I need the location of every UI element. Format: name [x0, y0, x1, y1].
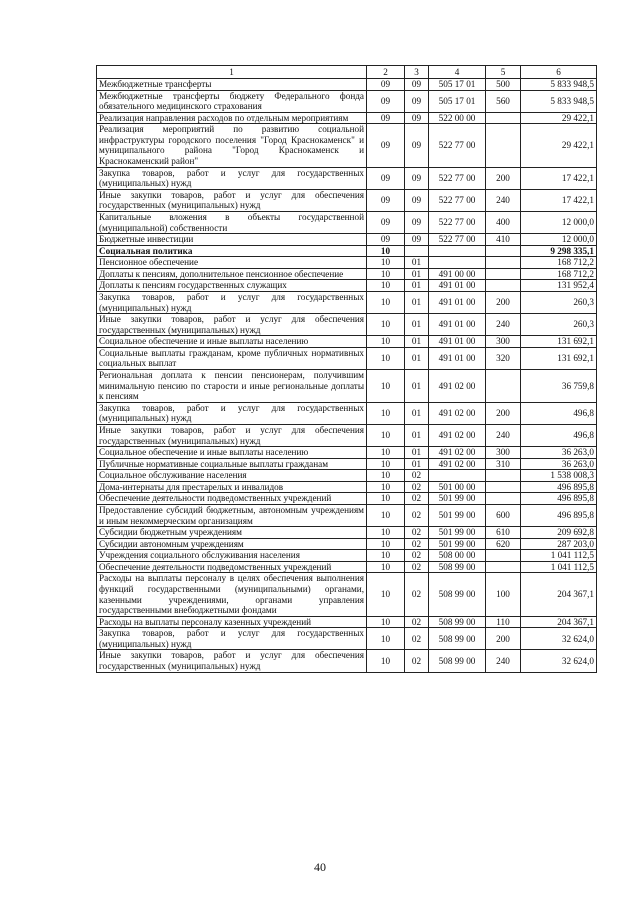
section-code-cell: 10 [367, 402, 405, 424]
target-article-cell: 491 01 00 [429, 347, 486, 369]
table-row [97, 470, 597, 482]
expense-type-cell: 100 [486, 573, 521, 616]
table-row [97, 650, 597, 672]
expense-type-cell: 200 [486, 402, 521, 424]
section-code-cell: 10 [367, 268, 405, 280]
section-code-cell: 10 [367, 458, 405, 470]
table-row [97, 79, 597, 91]
amount-cell: 496 895,8 [521, 504, 597, 526]
amount-cell: 9 298 335,1 [521, 245, 597, 257]
expense-name-cell: Закупка товаров, работ и услуг для государственных (муниципальных) нужд [97, 628, 367, 650]
target-article-cell [429, 245, 486, 257]
table-row [97, 538, 597, 550]
expense-type-cell: 320 [486, 347, 521, 369]
subsection-code-cell: 02 [405, 504, 429, 526]
amount-cell: 32 624,0 [521, 628, 597, 650]
expense-type-cell: 200 [486, 167, 521, 189]
expense-type-cell: 240 [486, 650, 521, 672]
expense-name-cell: Обеспечение деятельности подведомственных учреждений [97, 493, 367, 505]
column-header: 2 [367, 66, 405, 79]
target-article-cell: 522 77 00 [429, 234, 486, 246]
expense-type-cell: 300 [486, 336, 521, 348]
subsection-code-cell: 02 [405, 481, 429, 493]
section-code-cell: 10 [367, 628, 405, 650]
target-article-cell: 491 02 00 [429, 370, 486, 403]
expense-type-cell: 500 [486, 79, 521, 91]
table-row [97, 447, 597, 459]
expense-type-cell: 310 [486, 458, 521, 470]
expense-type-cell [486, 280, 521, 292]
target-article-cell: 508 99 00 [429, 573, 486, 616]
subsection-code-cell: 01 [405, 280, 429, 292]
target-article-cell: 505 17 01 [429, 90, 486, 112]
target-article-cell: 491 02 00 [429, 402, 486, 424]
expense-name-cell: Бюджетные инвестиции [97, 234, 367, 246]
subsection-code-cell: 02 [405, 550, 429, 562]
section-code-cell: 09 [367, 167, 405, 189]
subsection-code-cell: 01 [405, 314, 429, 336]
table-body [97, 79, 597, 673]
subsection-code-cell: 01 [405, 268, 429, 280]
amount-cell: 17 422,1 [521, 189, 597, 211]
expense-name-cell: Социальная политика [97, 245, 367, 257]
expense-name-cell: Социальное обеспечение и иные выплаты населению [97, 336, 367, 348]
section-code-cell: 10 [367, 291, 405, 313]
target-article-cell: 491 01 00 [429, 314, 486, 336]
expense-type-cell: 110 [486, 616, 521, 628]
section-code-cell: 10 [367, 493, 405, 505]
subsection-code-cell: 02 [405, 573, 429, 616]
subsection-code-cell: 02 [405, 538, 429, 550]
amount-cell: 17 422,1 [521, 167, 597, 189]
section-code-cell: 10 [367, 527, 405, 539]
table-row [97, 347, 597, 369]
expense-name-cell: Публичные нормативные социальные выплаты гражданам [97, 458, 367, 470]
target-article-cell: 491 02 00 [429, 424, 486, 446]
subsection-code-cell: 02 [405, 527, 429, 539]
table-row [97, 493, 597, 505]
expense-name-cell: Учреждения социального обслуживания населения [97, 550, 367, 562]
expense-name-cell: Социальное обслуживание населения [97, 470, 367, 482]
table-row [97, 336, 597, 348]
target-article-cell: 522 00 00 [429, 112, 486, 124]
subsection-code-cell: 01 [405, 257, 429, 269]
section-code-cell: 10 [367, 424, 405, 446]
amount-cell: 260,3 [521, 291, 597, 313]
table-row [97, 257, 597, 269]
amount-cell: 287 203,0 [521, 538, 597, 550]
amount-cell: 12 000,0 [521, 211, 597, 233]
section-code-cell: 10 [367, 470, 405, 482]
section-code-cell: 10 [367, 504, 405, 526]
expense-type-cell: 300 [486, 447, 521, 459]
amount-cell: 131 952,4 [521, 280, 597, 292]
expense-name-cell: Закупка товаров, работ и услуг для государственных (муниципальных) нужд [97, 167, 367, 189]
subsection-code-cell: 02 [405, 650, 429, 672]
target-article-cell: 501 00 00 [429, 481, 486, 493]
subsection-code-cell: 02 [405, 628, 429, 650]
expense-name-cell: Региональная доплата к пенсии пенсионерам, получившим минимальную пенсию по старости и иные региональные доплаты к пенсиям [97, 370, 367, 403]
target-article-cell [429, 470, 486, 482]
target-article-cell: 501 99 00 [429, 527, 486, 539]
section-code-cell: 09 [367, 112, 405, 124]
target-article-cell: 491 01 00 [429, 280, 486, 292]
expense-name-cell: Социальные выплаты гражданам, кроме публичных нормативных социальных выплат [97, 347, 367, 369]
table-row [97, 268, 597, 280]
subsection-code-cell: 09 [405, 211, 429, 233]
target-article-cell: 491 02 00 [429, 447, 486, 459]
expense-type-cell [486, 561, 521, 573]
section-code-cell: 10 [367, 257, 405, 269]
subsection-code-cell: 09 [405, 79, 429, 91]
section-code-cell: 09 [367, 124, 405, 167]
expense-type-cell: 200 [486, 628, 521, 650]
table-row [97, 458, 597, 470]
expense-type-cell [486, 493, 521, 505]
table-row [97, 314, 597, 336]
amount-cell: 131 692,1 [521, 336, 597, 348]
table-row [97, 424, 597, 446]
section-code-cell: 09 [367, 234, 405, 246]
target-article-cell: 508 99 00 [429, 650, 486, 672]
section-code-cell: 10 [367, 280, 405, 292]
column-header: 4 [429, 66, 486, 79]
expense-type-cell: 600 [486, 504, 521, 526]
table-row [97, 481, 597, 493]
target-article-cell: 508 99 00 [429, 616, 486, 628]
target-article-cell: 508 00 00 [429, 550, 486, 562]
target-article-cell: 501 99 00 [429, 538, 486, 550]
expense-type-cell [486, 257, 521, 269]
subsection-code-cell: 02 [405, 470, 429, 482]
table-row [97, 245, 597, 257]
section-code-cell: 09 [367, 211, 405, 233]
section-code-cell: 09 [367, 79, 405, 91]
amount-cell: 1 041 112,5 [521, 550, 597, 562]
section-code-cell: 10 [367, 347, 405, 369]
subsection-code-cell: 01 [405, 347, 429, 369]
expense-type-cell [486, 268, 521, 280]
section-code-cell: 10 [367, 336, 405, 348]
amount-cell: 29 422,1 [521, 124, 597, 167]
table-row [97, 550, 597, 562]
target-article-cell: 491 01 00 [429, 291, 486, 313]
amount-cell: 496 895,8 [521, 493, 597, 505]
expense-type-cell: 620 [486, 538, 521, 550]
section-code-cell: 10 [367, 245, 405, 257]
expense-name-cell: Пенсионное обеспечение [97, 257, 367, 269]
amount-cell: 12 000,0 [521, 234, 597, 246]
section-code-cell: 10 [367, 573, 405, 616]
expense-type-cell: 560 [486, 90, 521, 112]
subsection-code-cell: 09 [405, 112, 429, 124]
table-row [97, 370, 597, 403]
expense-type-cell: 240 [486, 424, 521, 446]
target-article-cell: 522 77 00 [429, 124, 486, 167]
section-code-cell: 10 [367, 550, 405, 562]
section-code-cell: 10 [367, 538, 405, 550]
expense-type-cell [486, 470, 521, 482]
expense-name-cell: Иные закупки товаров, работ и услуг для обеспечения государственных (муниципальных) нужд [97, 189, 367, 211]
expense-name-cell: Предоставление субсидий бюджетным, автономным учреждениям и иным некоммерческим организациям [97, 504, 367, 526]
table-row [97, 291, 597, 313]
amount-cell: 29 422,1 [521, 112, 597, 124]
expense-type-cell [486, 370, 521, 403]
expense-name-cell: Иные закупки товаров, работ и услуг для обеспечения государственных (муниципальных) нужд [97, 424, 367, 446]
amount-cell: 5 833 948,5 [521, 90, 597, 112]
subsection-code-cell: 09 [405, 90, 429, 112]
subsection-code-cell: 09 [405, 167, 429, 189]
amount-cell: 209 692,8 [521, 527, 597, 539]
target-article-cell: 522 77 00 [429, 167, 486, 189]
subsection-code-cell: 02 [405, 493, 429, 505]
table-row [97, 616, 597, 628]
amount-cell: 36 263,0 [521, 447, 597, 459]
section-code-cell: 10 [367, 481, 405, 493]
amount-cell: 1 041 112,5 [521, 561, 597, 573]
table-row [97, 573, 597, 616]
table-row [97, 234, 597, 246]
target-article-cell: 508 99 00 [429, 628, 486, 650]
subsection-code-cell: 01 [405, 447, 429, 459]
section-code-cell: 09 [367, 189, 405, 211]
expense-type-cell [486, 245, 521, 257]
subsection-code-cell: 01 [405, 291, 429, 313]
expense-name-cell: Иные закупки товаров, работ и услуг для обеспечения государственных (муниципальных) нужд [97, 314, 367, 336]
amount-cell: 204 367,1 [521, 573, 597, 616]
budget-table [96, 65, 597, 673]
target-article-cell: 491 01 00 [429, 336, 486, 348]
table-row [97, 504, 597, 526]
expense-type-cell: 240 [486, 314, 521, 336]
amount-cell: 32 624,0 [521, 650, 597, 672]
expense-name-cell: Дома-интернаты для престарелых и инвалидов [97, 481, 367, 493]
table-row [97, 112, 597, 124]
amount-cell: 5 833 948,5 [521, 79, 597, 91]
expense-name-cell: Расходы на выплаты персоналу в целях обеспечения выполнения функций государственными (муниципальными) органами, казенными учреждениями, органами управления государственными внебюджетными фондами [97, 573, 367, 616]
section-code-cell: 09 [367, 90, 405, 112]
expense-name-cell: Обеспечение деятельности подведомственных учреждений [97, 561, 367, 573]
expense-type-cell: 400 [486, 211, 521, 233]
expense-name-cell: Иные закупки товаров, работ и услуг для обеспечения государственных (муниципальных) нужд [97, 650, 367, 672]
expense-name-cell: Расходы на выплаты персоналу казенных учреждений [97, 616, 367, 628]
amount-cell: 260,3 [521, 314, 597, 336]
amount-cell: 131 692,1 [521, 347, 597, 369]
expense-name-cell: Межбюджетные трансферты [97, 79, 367, 91]
column-header: 3 [405, 66, 429, 79]
target-article-cell: 505 17 01 [429, 79, 486, 91]
expense-name-cell: Закупка товаров, работ и услуг для государственных (муниципальных) нужд [97, 402, 367, 424]
target-article-cell [429, 257, 486, 269]
subsection-code-cell: 01 [405, 336, 429, 348]
subsection-code-cell [405, 245, 429, 257]
column-header: 5 [486, 66, 521, 79]
target-article-cell: 508 99 00 [429, 561, 486, 573]
expense-name-cell: Субсидии бюджетным учреждениям [97, 527, 367, 539]
page-number: 40 [314, 860, 326, 874]
expense-type-cell: 240 [486, 189, 521, 211]
expense-name-cell: Закупка товаров, работ и услуг для государственных (муниципальных) нужд [97, 291, 367, 313]
target-article-cell: 491 00 00 [429, 268, 486, 280]
expense-type-cell [486, 550, 521, 562]
expense-type-cell [486, 112, 521, 124]
amount-cell: 168 712,2 [521, 257, 597, 269]
expense-name-cell: Доплаты к пенсиям государственных служащих [97, 280, 367, 292]
table-row [97, 527, 597, 539]
subsection-code-cell: 01 [405, 458, 429, 470]
table-row [97, 561, 597, 573]
subsection-code-cell: 02 [405, 616, 429, 628]
target-article-cell: 491 02 00 [429, 458, 486, 470]
section-code-cell: 10 [367, 370, 405, 403]
table-row [97, 280, 597, 292]
amount-cell: 36 263,0 [521, 458, 597, 470]
table-row [97, 90, 597, 112]
amount-cell: 204 367,1 [521, 616, 597, 628]
expense-type-cell: 200 [486, 291, 521, 313]
subsection-code-cell: 09 [405, 124, 429, 167]
expense-type-cell [486, 481, 521, 493]
target-article-cell: 522 77 00 [429, 189, 486, 211]
table-row [97, 167, 597, 189]
expense-type-cell: 410 [486, 234, 521, 246]
amount-cell: 496,8 [521, 402, 597, 424]
target-article-cell: 501 99 00 [429, 504, 486, 526]
section-code-cell: 10 [367, 561, 405, 573]
expense-type-cell: 610 [486, 527, 521, 539]
subsection-code-cell: 09 [405, 189, 429, 211]
table-row [97, 124, 597, 167]
expense-name-cell: Межбюджетные трансферты бюджету Федерального фонда обязательного медицинского страхования [97, 90, 367, 112]
column-header: 1 [97, 66, 367, 79]
table-row [97, 189, 597, 211]
target-article-cell: 501 99 00 [429, 493, 486, 505]
amount-cell: 496,8 [521, 424, 597, 446]
subsection-code-cell: 02 [405, 561, 429, 573]
amount-cell: 496 895,8 [521, 481, 597, 493]
subsection-code-cell: 09 [405, 234, 429, 246]
table-row [97, 402, 597, 424]
expense-name-cell: Субсидии автономным учреждениям [97, 538, 367, 550]
section-code-cell: 10 [367, 314, 405, 336]
subsection-code-cell: 01 [405, 424, 429, 446]
expense-name-cell: Социальное обеспечение и иные выплаты населению [97, 447, 367, 459]
section-code-cell: 10 [367, 616, 405, 628]
subsection-code-cell: 01 [405, 402, 429, 424]
target-article-cell: 522 77 00 [429, 211, 486, 233]
section-code-cell: 10 [367, 650, 405, 672]
amount-cell: 36 759,8 [521, 370, 597, 403]
expense-name-cell: Реализация мероприятий по развитию социальной инфраструктуры городского поселения "Город Краснокаменск" и муниципального района "Город Краснокаменск и Краснокаменский район" [97, 124, 367, 167]
amount-cell: 1 538 008,3 [521, 470, 597, 482]
expense-type-cell [486, 124, 521, 167]
subsection-code-cell: 01 [405, 370, 429, 403]
column-header: 6 [521, 66, 597, 79]
table-row [97, 211, 597, 233]
expense-name-cell: Доплаты к пенсиям, дополнительное пенсионное обеспечение [97, 268, 367, 280]
header-row [97, 66, 597, 79]
expense-name-cell: Капитальные вложения в объекты государственной (муниципальной) собственности [97, 211, 367, 233]
amount-cell: 168 712,2 [521, 268, 597, 280]
table-row [97, 628, 597, 650]
section-code-cell: 10 [367, 447, 405, 459]
expense-name-cell: Реализация направления расходов по отдельным мероприятиям [97, 112, 367, 124]
